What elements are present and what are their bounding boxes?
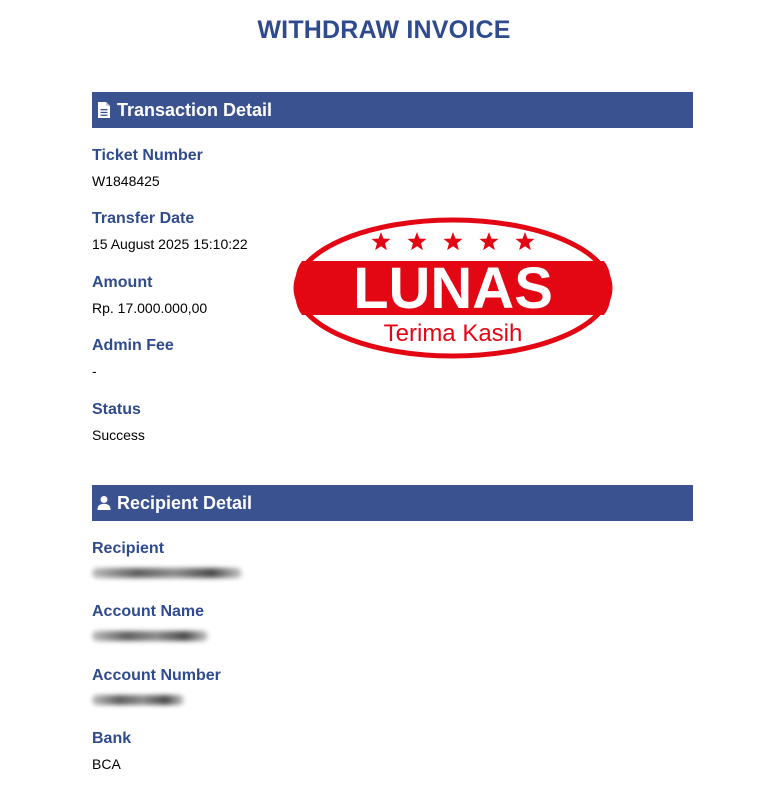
account-name-field [92, 603, 208, 641]
redacted-value [92, 695, 184, 705]
recipient-field [92, 540, 242, 578]
field-value: - [92, 363, 97, 379]
document-icon [97, 101, 111, 119]
field-label: Account Number [92, 667, 221, 684]
field-value: W1848425 [92, 173, 160, 189]
field-label: Recipient [92, 540, 165, 557]
ticket-number-field [92, 147, 203, 189]
field-label: Status [92, 401, 141, 418]
field-label: Bank [92, 730, 132, 747]
field-label: Ticket Number [92, 147, 203, 164]
amount-field [92, 274, 207, 316]
field-label: Admin Fee [92, 337, 174, 354]
section-title: Recipient Detail [117, 492, 253, 513]
transaction-detail-header [92, 92, 693, 128]
account-number-field [92, 667, 221, 705]
user-icon [97, 494, 111, 512]
redacted-value [92, 568, 242, 578]
field-value: Success [92, 427, 145, 443]
stamp-sub-text: Terima Kasih [383, 320, 523, 347]
field-value: Rp. 17.000.000,00 [92, 300, 208, 316]
field-label: Account Name [92, 603, 205, 620]
recipient-detail-header [92, 485, 693, 521]
field-label: Transfer Date [92, 210, 195, 227]
bank-field [92, 730, 131, 772]
field-value: BCA [92, 756, 121, 772]
admin-fee-field [92, 337, 174, 379]
invoice-title: WITHDRAW INVOICE [257, 16, 511, 44]
field-label: Amount [92, 274, 153, 291]
redacted-value [92, 631, 208, 641]
field-value: 15 August 2025 15:10:22 [92, 236, 248, 252]
section-title: Transaction Detail [117, 99, 273, 120]
status-field [92, 401, 145, 443]
stamp-main-text: LUNAS [353, 256, 553, 321]
transfer-date-field [92, 210, 248, 252]
paid-stamp [292, 217, 614, 359]
